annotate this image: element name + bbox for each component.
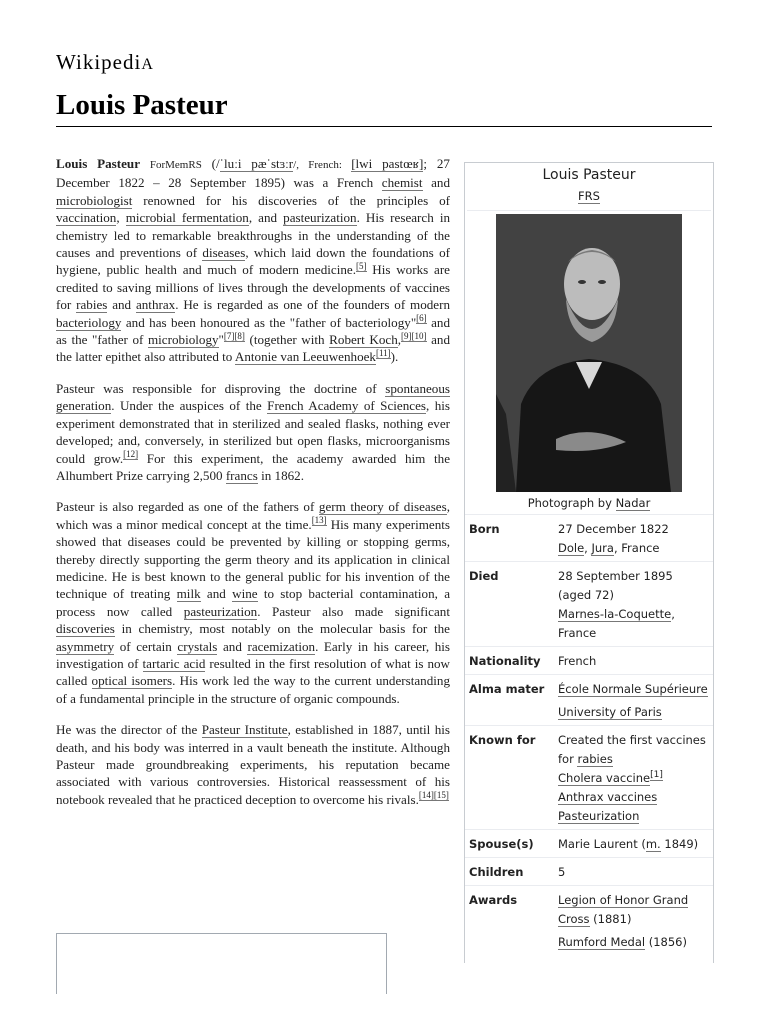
row-value: [554, 886, 713, 956]
link-racemization[interactable]: racemization: [247, 638, 316, 654]
ipa-english-link[interactable]: ˈluːi pæˈstɜːr: [219, 156, 294, 171]
infobox: [464, 162, 714, 963]
row-value: 5: [554, 858, 713, 886]
text: ,: [671, 607, 675, 621]
text: , his experiment demonstrated that in sterilized and sealed flasks, nothing ever developed; and, conversely, in sterilized but open flasks, microorganisms could grow.: [56, 398, 450, 466]
citation-link[interactable]: [11]: [375, 348, 391, 359]
text: ; 27 December 1822 – 28 September 1895) was a French: [56, 156, 450, 191]
link-pasteurization[interactable]: Pasteurization: [558, 809, 640, 823]
text: His many experiments showed that diseases could be prevented by killing or stopping germs, thereby directly supporting the germ theory and its application in clinical medicine. He is best known to the general public for his invention of the technique of treating: [56, 516, 450, 602]
title-divider: [56, 126, 712, 127]
text: , which laid down the foundations of hygiene, public health and much of modern medicine.: [56, 245, 451, 278]
infobox-title: Louis Pasteur: [542, 167, 636, 183]
link-diseases[interactable]: diseases: [202, 245, 246, 261]
row-label: Died: [465, 562, 554, 647]
text: Marie Laurent (: [558, 837, 646, 851]
logo-text-end: A: [141, 56, 154, 73]
text: . Under the auspices of the: [111, 398, 268, 414]
link-asymmetry[interactable]: asymmetry: [56, 638, 115, 654]
text: and: [217, 638, 248, 654]
link-vaccination[interactable]: vaccination: [56, 210, 117, 226]
text: . Early in his career, his investigation of: [56, 638, 450, 671]
citation-link[interactable]: [6]: [416, 313, 427, 324]
wikipedia-logo[interactable]: [56, 50, 154, 75]
row-label: Known for: [465, 726, 554, 830]
link-microbiologist[interactable]: microbiologist: [56, 192, 133, 208]
link-leeuwenhoek[interactable]: Antonie van Leeuwenhoek: [234, 349, 376, 365]
text: in chemistry, most notably on the molecular basis for the: [114, 621, 450, 637]
link-rumford-medal[interactable]: Rumford Medal: [558, 935, 646, 949]
link-french-academy[interactable]: French Academy of Sciences: [267, 398, 426, 414]
link-rabies[interactable]: rabies: [577, 752, 613, 766]
text: Pasteur was responsible for disproving the doctrine of: [56, 380, 386, 396]
contents-box: [56, 933, 387, 994]
infobox-row-spouse: [465, 830, 713, 858]
link-bacteriology[interactable]: bacteriology: [56, 314, 122, 330]
link-chemist[interactable]: chemist: [381, 175, 423, 191]
row-label: Nationality: [465, 647, 554, 675]
citation-link[interactable]: [12]: [123, 449, 139, 460]
text: For this experiment, the academy awarded him the Alhumbert Prize carrying 2,500: [56, 450, 451, 483]
citation-link[interactable]: [7][8]: [223, 330, 245, 341]
text: , France: [613, 541, 660, 555]
link-spontaneous-generation[interactable]: spontaneous generation: [56, 380, 450, 414]
link-anthrax[interactable]: anthrax: [135, 297, 176, 313]
infobox-table: [465, 514, 713, 955]
infobox-row-alma-mater: [465, 675, 713, 726]
row-label: Children: [465, 858, 554, 886]
text: and the latter epithet also attributed to: [56, 332, 451, 365]
link-marnes[interactable]: Marnes-la-Coquette: [558, 607, 672, 621]
link-pasteurization[interactable]: pasteurization: [183, 603, 258, 619]
link-robert-koch[interactable]: Robert Koch: [329, 332, 398, 348]
row-value: [554, 675, 713, 726]
row-value: [554, 562, 713, 647]
infobox-row-known-for: [465, 726, 713, 830]
divider: [467, 210, 711, 211]
text: 28 September 1895: [558, 569, 673, 583]
ipa-french-link[interactable]: [lwi pastœʁ]: [351, 156, 424, 171]
link-pasteur-institute[interactable]: Pasteur Institute: [201, 722, 288, 738]
infobox-row-died: [465, 562, 713, 647]
text: (aged 72): [558, 588, 614, 602]
text: resulted in the first resolution of what is now called: [56, 655, 450, 689]
link-anthrax-vaccines[interactable]: Anthrax vaccines: [558, 790, 658, 804]
row-value: [554, 515, 713, 562]
link-optical-isomers[interactable]: optical isomers: [91, 673, 173, 689]
text: . Pasteur also made significant: [257, 603, 450, 619]
link-pasteurization[interactable]: pasteurization: [283, 210, 357, 226]
postnominal: ForMemRS: [149, 159, 202, 171]
text: in 1862.: [257, 467, 305, 483]
text: France: [558, 626, 597, 640]
citation-link[interactable]: [13]: [311, 515, 327, 526]
text: His works are credited to saving millions of lives through the developments of vaccines for: [56, 262, 450, 313]
paragraph-3: [56, 498, 450, 707]
text: Created the first vaccines for: [558, 733, 706, 766]
link-dole[interactable]: Dole: [558, 541, 585, 555]
text: and as the "father of: [56, 314, 450, 348]
link-married-abbr[interactable]: m.: [645, 837, 661, 851]
infobox-subtitle-link[interactable]: FRS: [578, 189, 600, 203]
text: . His work led the way to the current understanding of a fundamental principle in the structure of organic compounds.: [56, 673, 451, 706]
text: /, French:: [293, 159, 352, 171]
row-value: French: [554, 647, 713, 675]
link-university-paris[interactable]: University of Paris: [558, 705, 662, 719]
text: (1856): [645, 935, 687, 949]
text: to stop bacterial contamination, a process now called: [56, 586, 451, 619]
page-title: Louis Pasteur: [56, 89, 228, 121]
paragraph-2: [56, 380, 450, 484]
link-jura[interactable]: Jura: [591, 541, 614, 555]
link-microbiology[interactable]: microbiology: [147, 332, 219, 348]
photo-caption: [465, 496, 713, 510]
link-ens[interactable]: École Normale Supérieure: [558, 682, 708, 696]
text: of certain: [114, 638, 178, 654]
link-germ-theory[interactable]: germ theory of diseases: [318, 499, 447, 515]
text: (1881): [589, 912, 632, 926]
text: , and: [248, 210, 284, 226]
citation-link[interactable]: [14][15]: [418, 790, 449, 801]
text: ,: [584, 541, 592, 555]
text: and: [107, 297, 136, 313]
infobox-row-children: [465, 858, 713, 886]
link-crystals[interactable]: crystals: [177, 638, 218, 654]
row-label: Spouse(s): [465, 830, 554, 858]
text: . He is regarded as one of the founders of modern: [175, 297, 451, 313]
text: and has been honoured as the "father of bacteriology": [121, 314, 417, 330]
text: ": [218, 332, 224, 348]
text: 1849): [660, 837, 699, 851]
link-rabies[interactable]: rabies: [76, 297, 108, 313]
infobox-row-born: [465, 515, 713, 562]
text: ,: [397, 332, 402, 348]
row-value: [554, 726, 713, 830]
row-label: Born: [465, 515, 554, 562]
link-nadar[interactable]: Nadar: [615, 496, 651, 510]
text: 27 December 1822: [558, 522, 669, 536]
row-label: Alma mater: [465, 675, 554, 726]
text: . His research in chemistry led to remarkable breakthroughs in the understanding of the causes and preventions of: [56, 210, 451, 261]
link-cholera-vaccine[interactable]: Cholera vaccine: [558, 771, 651, 785]
citation-link[interactable]: [1]: [650, 770, 663, 781]
logo-text: Wikipedi: [56, 50, 142, 74]
text: ).: [390, 349, 399, 365]
text: Photograph by: [527, 496, 616, 510]
link-discoveries[interactable]: discoveries: [56, 621, 115, 637]
citation-link[interactable]: [9][10]: [401, 330, 427, 341]
link-tartaric-acid[interactable]: tartaric acid: [142, 655, 206, 671]
portrait-photo[interactable]: [496, 214, 682, 492]
text: (together with: [244, 332, 330, 348]
link-milk[interactable]: milk: [176, 586, 201, 602]
subject-name: Louis Pasteur: [56, 156, 141, 171]
infobox-row-nationality: [465, 647, 713, 675]
infobox-row-awards: [465, 886, 713, 956]
text: renowned for his discoveries of the principles of: [132, 192, 450, 208]
text: and: [200, 586, 233, 602]
article-body: [56, 155, 450, 822]
link-francs[interactable]: francs: [225, 467, 258, 483]
link-microbial-fermentation[interactable]: microbial fermentation: [125, 210, 249, 226]
row-label: Awards: [465, 886, 554, 956]
citation-link[interactable]: [5]: [356, 261, 367, 272]
text: (/: [201, 156, 220, 171]
text: , established in 1887, until his death, and his body was interred in a vault beneath the institute. Although Pasteur made groundbreaking experiments, his reputation became associated with various controversies. Historical reassessment of his notebook revealed that he practiced deception to overcome his rivals.: [56, 722, 451, 807]
paragraph-4: [56, 721, 450, 808]
text: He was the director of the: [56, 722, 202, 738]
link-legion-of-honor[interactable]: Legion of Honor Grand Cross: [558, 893, 689, 926]
intro-paragraph: [56, 155, 450, 366]
link-wine[interactable]: wine: [232, 586, 258, 602]
text: ,: [116, 210, 126, 226]
text: , which was a minor medical concept at the time.: [56, 499, 450, 532]
row-value: [554, 830, 713, 858]
text: Pasteur is also regarded as one of the fathers of: [56, 499, 319, 515]
text: and: [422, 175, 450, 191]
